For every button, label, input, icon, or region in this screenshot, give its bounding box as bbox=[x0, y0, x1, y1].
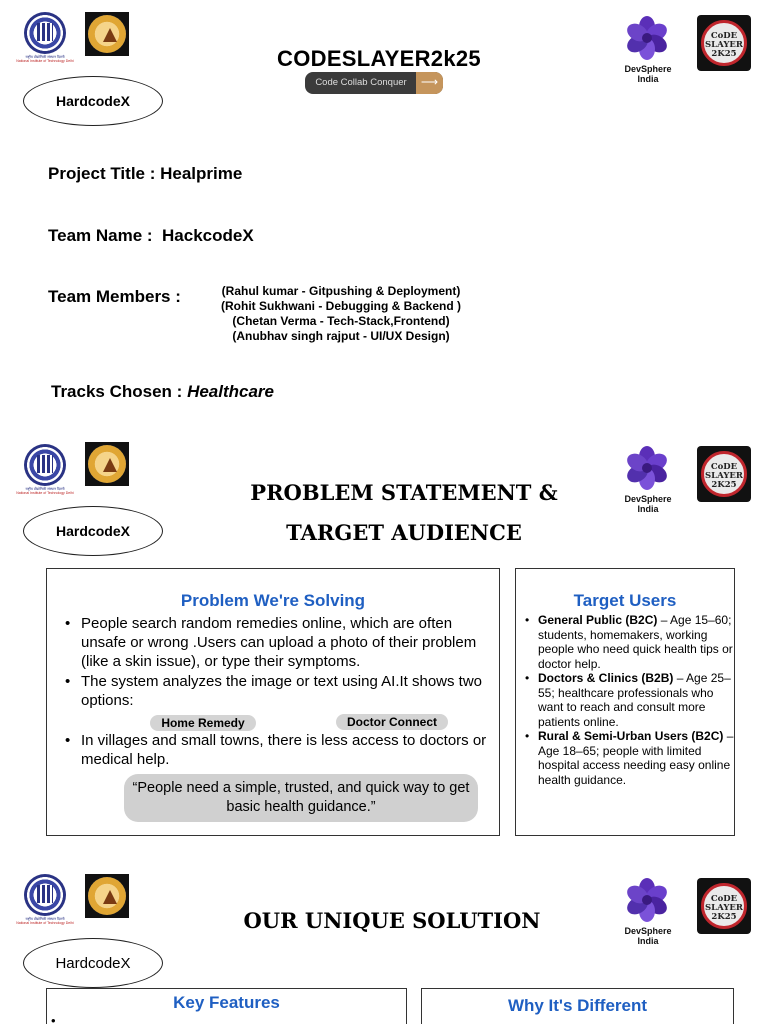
problem-list bbox=[65, 614, 495, 770]
ashoka-logo bbox=[85, 874, 129, 918]
why-different-box bbox=[421, 988, 734, 1024]
nit-logo-text-english: National Institute of Technology Delhi bbox=[16, 491, 74, 495]
tagline-text: Code Collab Conquer bbox=[315, 77, 407, 88]
tracks-chosen bbox=[51, 382, 274, 402]
devsphere-logo bbox=[612, 446, 684, 526]
why-different-heading: Why It's Different bbox=[507, 996, 648, 1015]
nit-delhi-logo bbox=[12, 444, 78, 496]
nit-emblem-icon bbox=[24, 12, 66, 54]
team-oval: HardcodeX bbox=[23, 76, 163, 126]
list-item: • Rural & Semi-Urban Users (B2C) – Age 18–65; people with limited hospital access needing easy online health guidance. bbox=[524, 729, 734, 787]
key-features-box bbox=[46, 988, 407, 1024]
arrow-right-icon: ⟶ bbox=[416, 72, 443, 94]
devsphere-flower-icon bbox=[625, 16, 669, 60]
nit-logo-text-hindi: राष्ट्रीय प्रौद्योगिकी संस्थान दिल्ली bbox=[25, 55, 65, 59]
event-title: CODESLAYER2k25 bbox=[277, 46, 481, 71]
codeslayer-badge bbox=[697, 878, 751, 934]
nit-logo-text-english: National Institute of Technology Delhi bbox=[16, 59, 74, 63]
codeslayer-badge-text: CoDE SLAYER 2K25 bbox=[705, 31, 743, 59]
problem-statement-slide bbox=[0, 420, 768, 850]
nit-delhi-logo bbox=[12, 12, 78, 64]
devsphere-flower-icon bbox=[625, 878, 669, 922]
ashoka-seal-icon bbox=[88, 445, 126, 483]
slide-title-line1: PROBLEM STATEMENT & bbox=[250, 480, 558, 505]
devsphere-logo bbox=[612, 878, 684, 958]
slide-title: OUR UNIQUE SOLUTION bbox=[243, 908, 541, 933]
devsphere-flower-icon bbox=[625, 446, 669, 490]
codeslayer-badge bbox=[697, 446, 751, 502]
list-item: • bbox=[51, 1013, 56, 1024]
team-oval: HardcodeX bbox=[23, 506, 163, 556]
ashoka-seal-icon bbox=[88, 877, 126, 915]
tracks-value: Healthcare bbox=[187, 382, 274, 401]
team-members-label: Team Members : bbox=[48, 287, 181, 306]
list-item: • The system analyzes the image or text using AI.It shows two options: bbox=[65, 672, 495, 710]
ashoka-logo bbox=[85, 442, 129, 486]
team-oval: HardcodeX bbox=[23, 938, 163, 988]
member-entry: (Rahul kumar - Gitpushing & Deployment) bbox=[221, 284, 461, 298]
nit-logo-text-english: National Institute of Technology Delhi bbox=[16, 921, 74, 925]
list-item: • In villages and small towns, there is less access to doctors or medical help. bbox=[65, 731, 495, 769]
codeslayer-badge bbox=[697, 15, 751, 71]
ashoka-logo bbox=[85, 12, 129, 56]
project-title: Project Title : Healprime bbox=[48, 164, 243, 183]
list-item: • People search random remedies online, which are often unsafe or wrong .Users can upload a photo of their problem (like a skin issue), or type their symptoms. bbox=[65, 614, 495, 671]
target-users-box bbox=[515, 568, 735, 836]
nit-emblem-icon bbox=[24, 444, 66, 486]
list-item: • Doctors & Clinics (B2B) – Age 25–55; healthcare professionals who want to reach and consult more patients online. bbox=[524, 671, 734, 729]
devsphere-label: DevSphere India bbox=[624, 494, 672, 514]
devsphere-logo bbox=[612, 16, 684, 96]
devsphere-label: DevSphere India bbox=[624, 64, 672, 84]
problem-box bbox=[46, 568, 500, 836]
target-users-heading: Target Users bbox=[573, 591, 677, 610]
team-name: Team Name : HackcodeX bbox=[48, 226, 254, 245]
home-remedy-tag: Home Remedy bbox=[150, 715, 256, 731]
target-users-list bbox=[524, 613, 734, 787]
codeslayer-badge-text: CoDE SLAYER 2K25 bbox=[705, 462, 743, 490]
list-item: • General Public (B2C) – Age 15–60; students, homemakers, working people who need quick health tips or doctor help. bbox=[524, 613, 734, 671]
member-entry: (Anubhav singh rajput - UI/UX Design) bbox=[232, 329, 450, 343]
nit-logo-text-hindi: राष्ट्रीय प्रौद्योगिकी संस्थान दिल्ली bbox=[25, 487, 65, 491]
doctor-connect-tag: Doctor Connect bbox=[336, 714, 448, 730]
unique-solution-slide bbox=[0, 850, 768, 1024]
title-slide bbox=[0, 0, 768, 420]
member-entry: (Rohit Sukhwani - Debugging & Backend ) bbox=[221, 299, 461, 313]
tagline-pill bbox=[305, 72, 443, 94]
quote-callout: “People need a simple, trusted, and quick way to get basic health guidance.” bbox=[124, 774, 478, 822]
nit-logo-text-hindi: राष्ट्रीय प्रौद्योगिकी संस्थान दिल्ली bbox=[25, 917, 65, 921]
nit-emblem-icon bbox=[24, 874, 66, 916]
devsphere-label: DevSphere India bbox=[624, 926, 672, 946]
nit-delhi-logo bbox=[12, 874, 78, 926]
ashoka-seal-icon bbox=[88, 15, 126, 53]
codeslayer-badge-text: CoDE SLAYER 2K25 bbox=[705, 894, 743, 922]
slide-title-line2: TARGET AUDIENCE bbox=[286, 520, 522, 545]
problem-heading: Problem We're Solving bbox=[180, 591, 366, 610]
team-members-list bbox=[200, 284, 482, 344]
key-features-heading: Key Features bbox=[173, 993, 280, 1012]
member-entry: (Chetan Verma - Tech-Stack,Frontend) bbox=[232, 314, 450, 328]
tracks-label: Tracks Chosen : bbox=[51, 382, 188, 401]
